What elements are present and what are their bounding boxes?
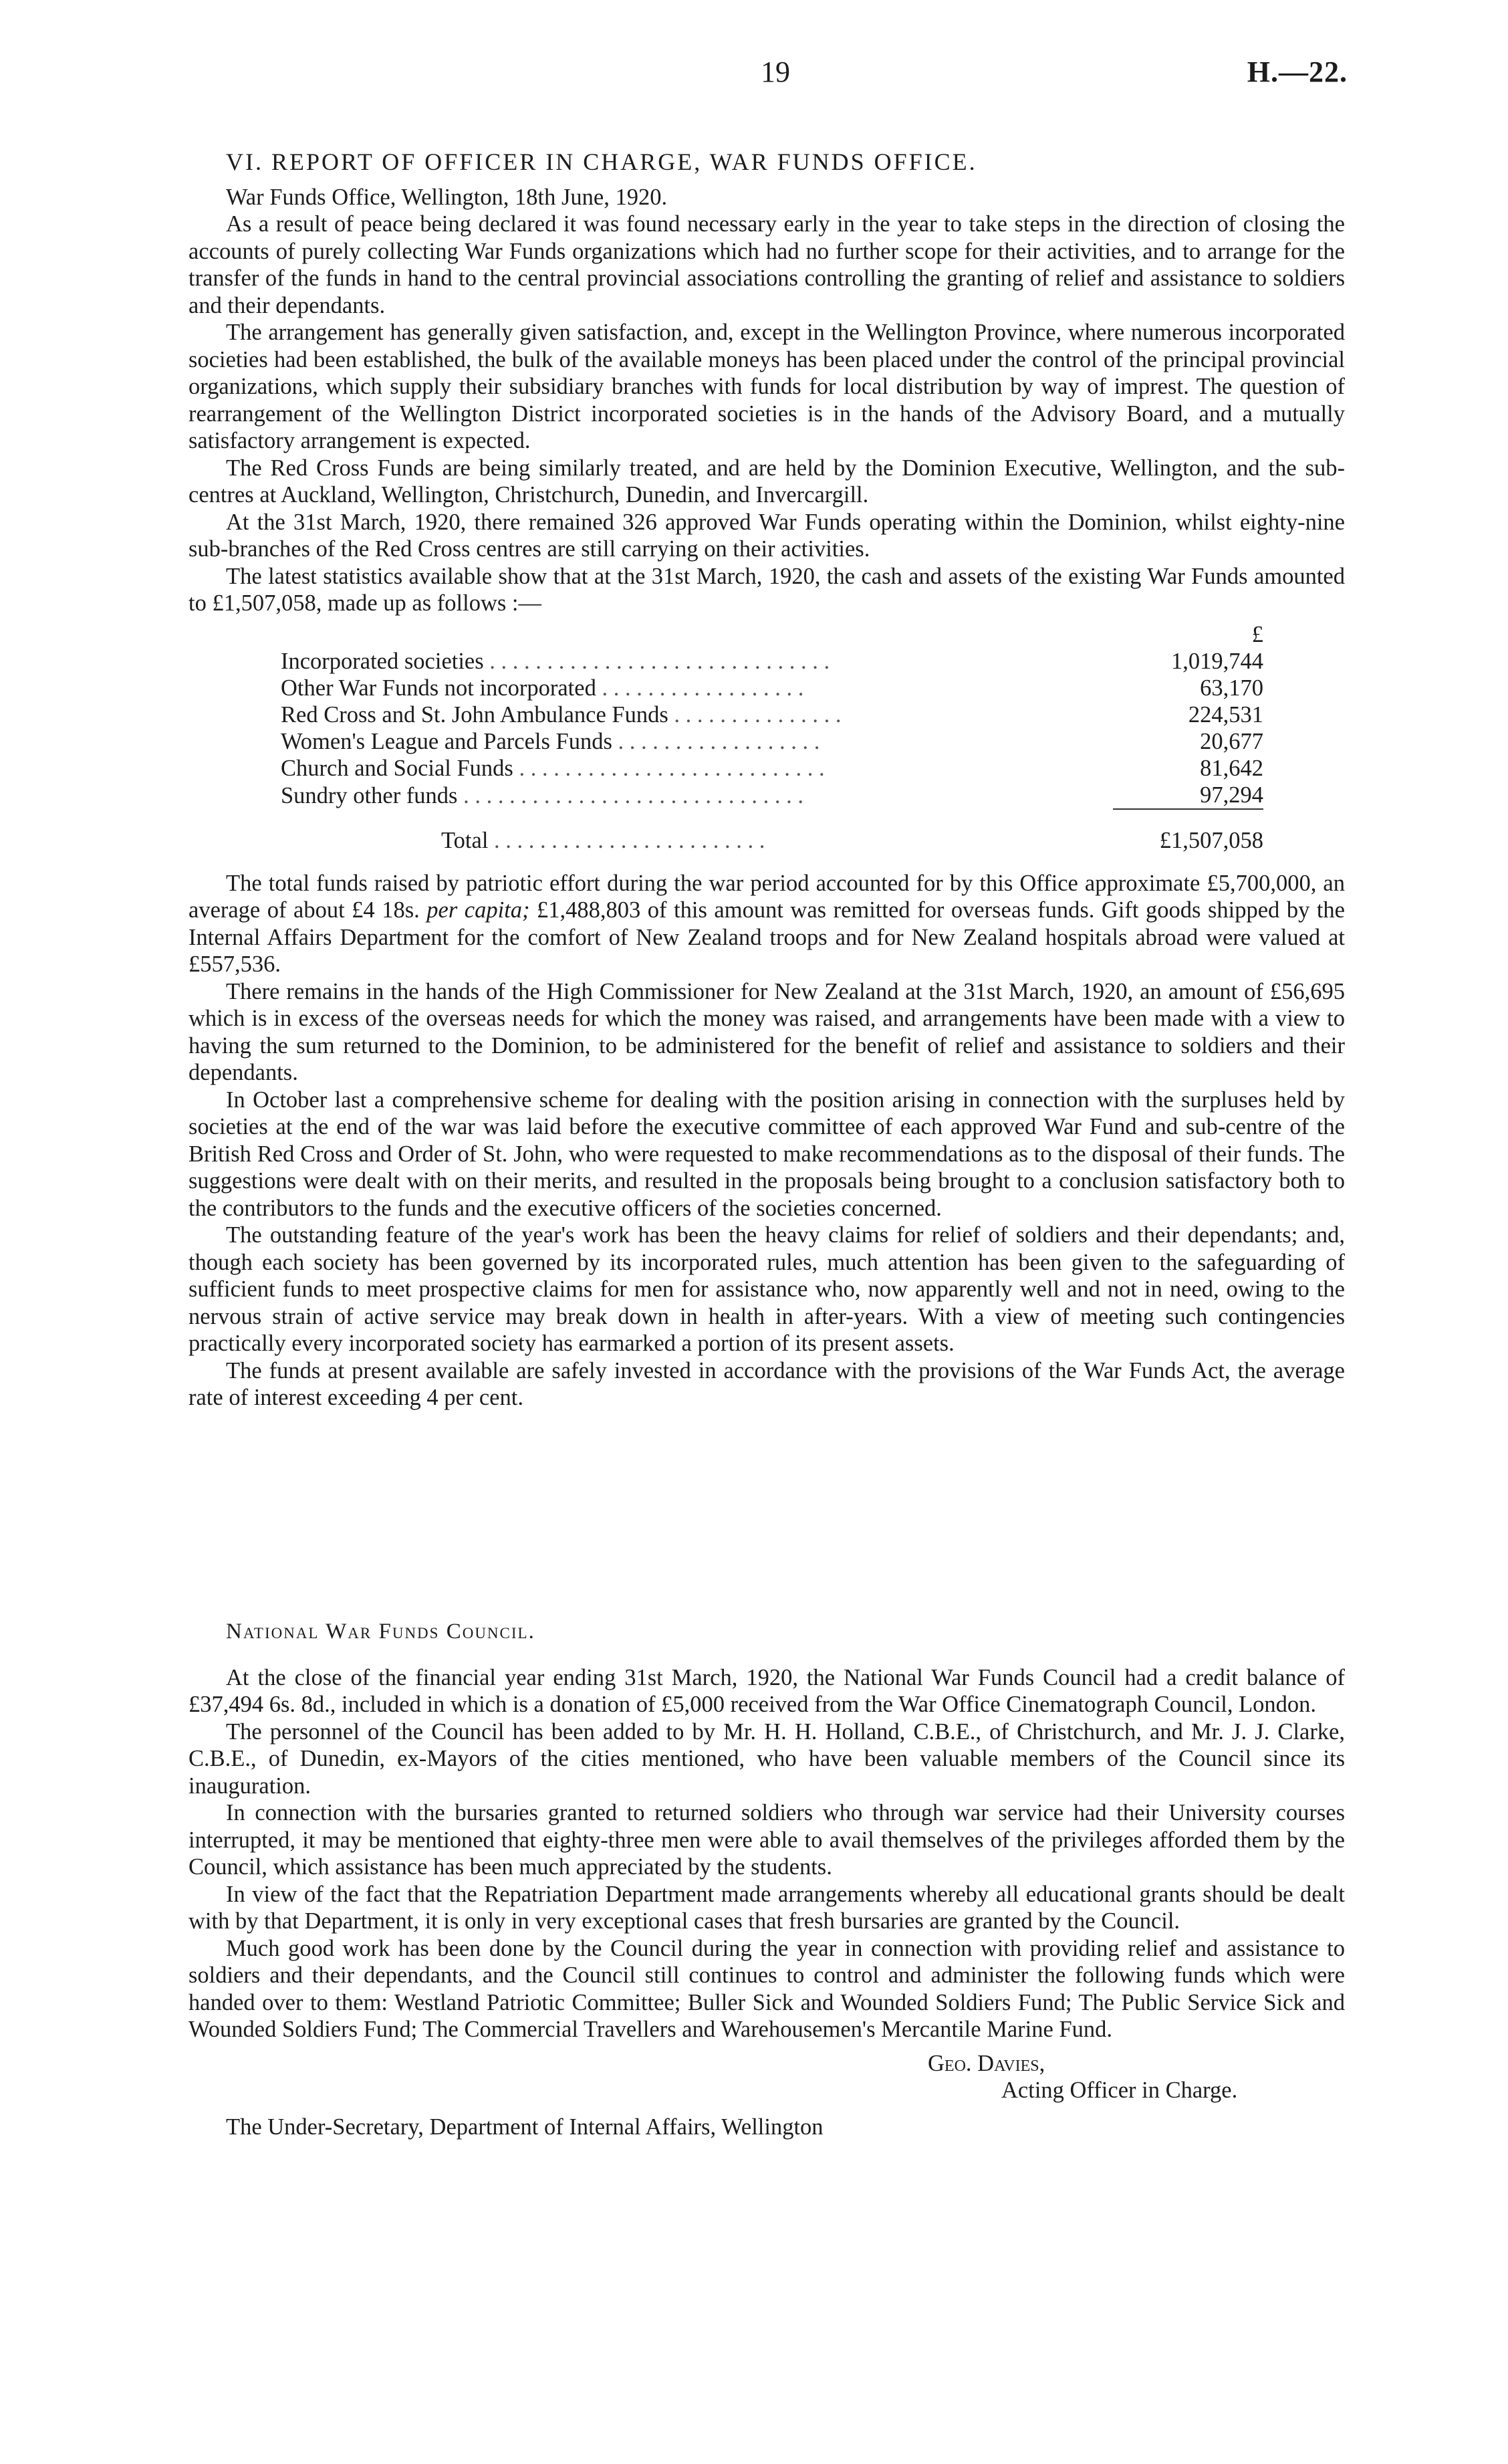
report-dateline: War Funds Office, Wellington, 18th June, 1920. [226, 184, 668, 210]
report-paragraph: The latest statistics available show that at the 31st March, 1920, the cash and assets of the existing War Funds amounted to £1,507,058, made up as follows :— [188, 563, 1345, 616]
total-row [281, 809, 1263, 854]
text-run: £1,488,803 of this amount was remitted for overseas funds. Gift goods shipped by the Internal Affairs Department for the comfort of New Zealand troops and for New Zealand hospitals abroad were valued at £557,536. [188, 897, 1345, 977]
report-paragraph [188, 870, 1345, 978]
leader-dots: . . . . . . . . . . . . . . . . . . . . . . . . . . . [513, 755, 825, 781]
council-heading: National War Funds Council. [226, 1619, 535, 1644]
leader-dots: . . . . . . . . . . . . . . . . . . [612, 728, 820, 754]
addressee-line: The Under-Secretary, Department of Internal Affairs, Wellington [226, 2114, 824, 2140]
signatory-title: Acting Officer in Charge. [1001, 2078, 1238, 2103]
leader-dots: . . . . . . . . . . . . . . . . . . . . . . . . . . . . . . [483, 648, 830, 674]
leader-dots: . . . . . . . . . . . . . . . . . . [596, 675, 804, 701]
council-paragraph: Much good work has been done by the Council during the year in connection with providing relief and assistance to soldiers and their dependants, and the Council still continues to control and administer the following funds which were handed over to them: Westland Patriotic Committee; Buller Sick and Wounded Soldiers Fund; The Public Service Sick and Wounded Soldiers Fund; The Commercial Travellers and Warehousemen's Mercantile Marine Fund. [188, 1935, 1345, 2042]
assets-table [281, 621, 1263, 854]
report-paragraph: There remains in the hands of the High Commissioner for New Zealand at the 31st March, 1920, an amount of £56,695 which is in excess of the overseas needs for which the money was raised, and arrangements have been made with a view to having the sum returned to the Dominion, to be administered for the benefit of relief and assistance to soldiers and their dependants. [188, 978, 1345, 1085]
row-amount: 81,642 [1200, 755, 1263, 781]
report-paragraph: The funds at present available are safely invested in accordance with the provisions of the War Funds Act, the average rate of interest exceeding 4 per cent. [188, 1357, 1345, 1410]
row-label: Red Cross and St. John Ambulance Funds [281, 701, 668, 727]
report-section [188, 148, 1345, 1412]
table-row [281, 648, 1263, 675]
row-label: Church and Social Funds [281, 755, 513, 781]
document-reference: H.—22. [1247, 55, 1348, 88]
row-amount: 97,294 [1200, 782, 1263, 808]
council-paragraph: In connection with the bursaries granted to returned soldiers who through war service had their University courses interrupted, it may be mentioned that eighty-three men were able to avail themselves of the privileges afforded them by the Council, which assistance has been much appreciated by the students. [188, 1800, 1345, 1880]
currency-header: £ [1251, 621, 1263, 647]
council-paragraph: The personnel of the Council has been added to by Mr. H. H. Holland, C.B.E., of Christchurch, and Mr. J. J. Clarke, C.B.E., of Dunedin, ex-Mayors of the cities mentioned, who have been valuable members of the Council since its inauguration. [188, 1718, 1345, 1799]
total-label: Total [441, 827, 489, 853]
table-row [281, 782, 1263, 809]
report-title: VI. REPORT OF OFFICER IN CHARGE, WAR FUNDS OFFICE. [226, 148, 977, 175]
report-paragraph: At the 31st March, 1920, there remained 326 approved War Funds operating within the Dominion, whilst eighty-nine sub-branches of the Red Cross centres are still carrying on their activities. [188, 509, 1345, 562]
council-paragraph: At the close of the financial year ending 31st March, 1920, the National War Funds Council had a credit balance of £37,494 6s. 8d., included in which is a donation of £5,000 received from the War Office Cinematograph Council, London. [188, 1664, 1345, 1717]
report-paragraph: As a result of peace being declared it was found necessary early in the year to take steps in the direction of closing the accounts of purely collecting War Funds organizations which had no further scope for their activities, and to arrange for the transfer of the funds in hand to the central provincial associations controlling the granting of relief and assistance to soldiers and their dependants. [188, 211, 1345, 318]
row-label: Sundry other funds [281, 782, 458, 808]
leader-dots: . . . . . . . . . . . . . . . . . . . . . . . . . . . . . . [457, 782, 803, 808]
report-paragraph: The Red Cross Funds are being similarly treated, and are held by the Dominion Executive, Wellington, and the sub-centres at Auckland, Wellington, Christchurch, Dunedin, and Invercargill. [188, 455, 1345, 508]
report-paragraph: In October last a comprehensive scheme for dealing with the position arising in connection with the surpluses held by societies at the end of the war was laid before the executive committee of each approved War Fund and sub-centre of the British Red Cross and Order of St. John, who were requested to make recommendations as to the disposal of their funds. The suggestions were dealt with on their merits, and resulted in the proposals being brought to a conclusion satisfactory both to the contributors to the funds and the executive officers of the societies concerned. [188, 1087, 1345, 1221]
signatory-name: Geo. Davies, [928, 2050, 1045, 2076]
council-paragraph: In view of the fact that the Repatriation Department made arrangements whereby all educational grants should be dealt with by that Department, it is only in very exceptional cases that fresh bursaries are granted by the Council. [188, 1881, 1345, 1934]
row-label: Other War Funds not incorporated [281, 675, 596, 701]
page-number: 19 [761, 55, 790, 88]
row-amount: 224,531 [1188, 701, 1263, 727]
row-label: Incorporated societies [281, 648, 484, 674]
table-row [281, 755, 1263, 782]
row-amount: 63,170 [1200, 675, 1263, 701]
report-paragraph: The arrangement has generally given satisfaction, and, except in the Wellington Province, where numerous incorporated societies had been established, the bulk of the available moneys has been placed under the control of the principal provincial organizations, which supply their subsidiary branches with funds for local distribution by way of imprest. The question of rearrangement of the Wellington District incorporated societies is in the hands of the Advisory Board, and a mutually satisfactory arrangement is expected. [188, 320, 1345, 453]
leader-dots: . . . . . . . . . . . . . . . [668, 701, 842, 727]
italic-text-run: per capita; [426, 897, 530, 923]
total-amount: £1,507,058 [1113, 809, 1263, 854]
table-row [281, 728, 1263, 755]
row-amount: 1,019,744 [1171, 648, 1263, 674]
table-row [281, 701, 1263, 728]
council-section [188, 1618, 1345, 2140]
report-paragraph: The outstanding feature of the year's work has been the heavy claims for relief of soldiers and their dependants; and, though each society has been governed by its incorporated rules, much attention has been given to the safeguarding of sufficient funds to meet prospective claims for men for assistance who, now apparently well and not in need, owing to the nervous strain of active service may break down in health in after-years. With a view of meeting such contingencies practically every incorporated society has earmarked a portion of its present assets. [188, 1222, 1345, 1356]
row-amount: 20,677 [1200, 728, 1263, 754]
table-row [281, 675, 1263, 701]
row-label: Women's League and Parcels Funds [281, 728, 612, 754]
text-run: The total funds raised by patriotic effort during the war period accounted for by this Office approximate £5,700,000, an average of about £4 18s. [188, 870, 1345, 923]
table-header-row [281, 621, 1263, 648]
leader-dots: . . . . . . . . . . . . . . . . . . . . . . . . [488, 827, 765, 853]
